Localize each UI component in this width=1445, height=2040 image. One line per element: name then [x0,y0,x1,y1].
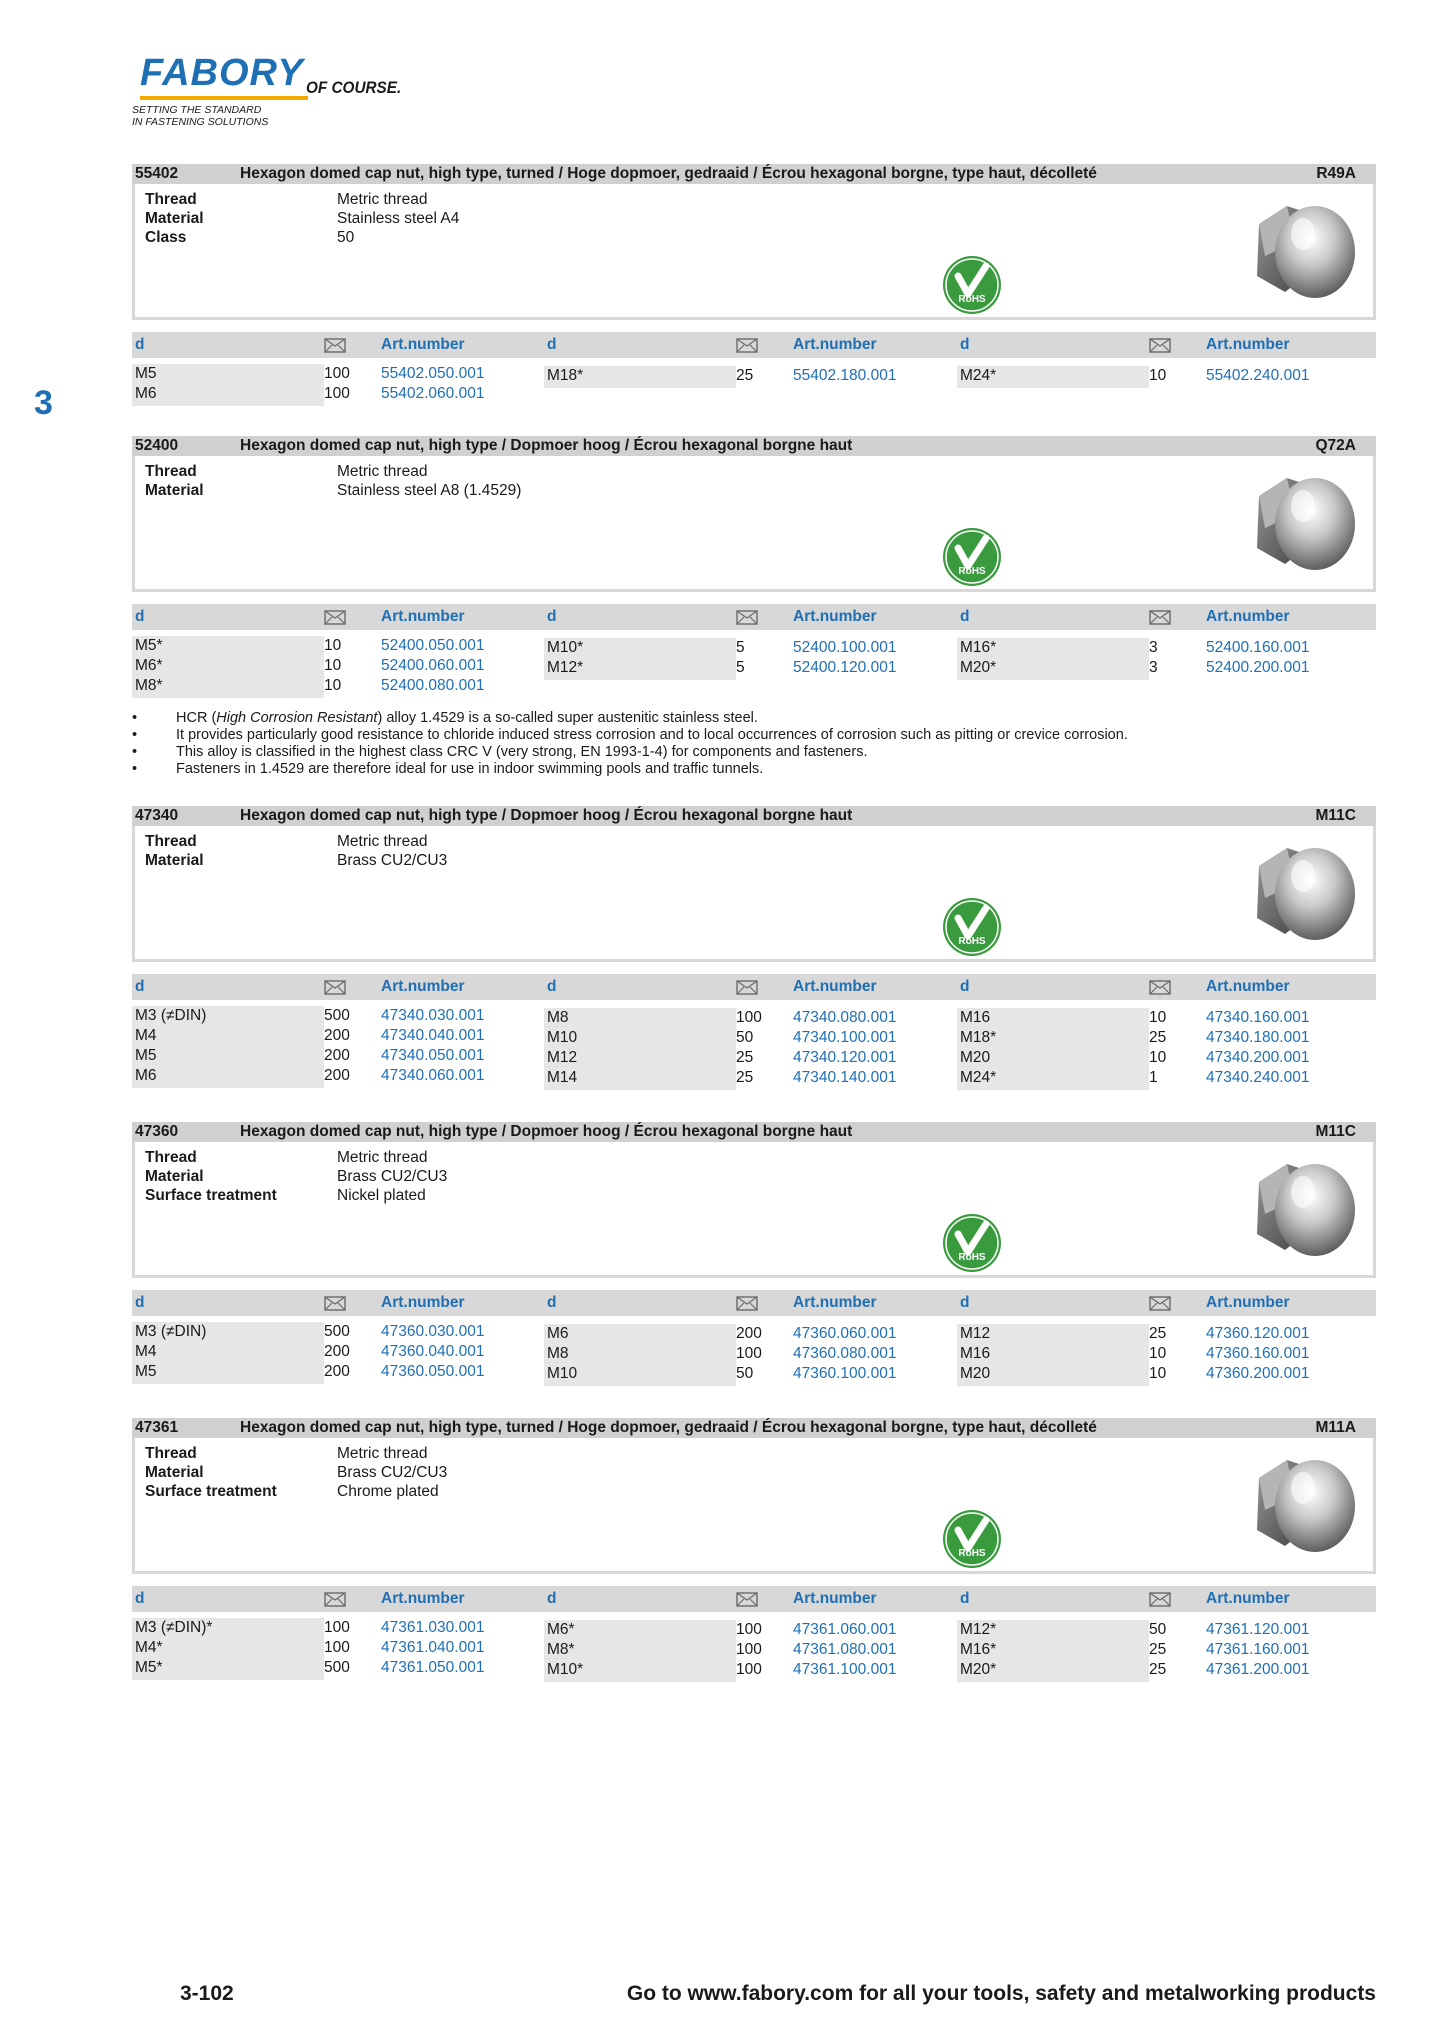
cap-nut-image [1245,1152,1365,1272]
table-cell-d: M20 [960,1049,991,1066]
table-cell-qty: 100 [736,1621,762,1638]
column-art-header: Art.number [381,978,465,995]
section-header [132,436,1376,456]
property-value: Brass CU2/CU3 [337,852,448,869]
column-d-header: d [135,1590,145,1607]
article-number-link[interactable]: 52400.120.001 [793,659,897,676]
section-header [132,164,1376,184]
table-cell-qty: 200 [324,1027,350,1044]
column-d-header: d [547,336,557,353]
product-code: 47360 [135,1123,179,1140]
article-number-link[interactable]: 52400.200.001 [1206,659,1310,676]
table-cell-d: M10* [547,1661,584,1678]
table-cell-d: M16* [960,639,997,656]
table-cell-qty: 3 [1149,659,1158,676]
table-cell-d: M8* [547,1641,575,1658]
note-item [132,744,1128,761]
logo-slogan: OF COURSE. [306,78,402,97]
column-d-header: d [547,608,557,625]
column-d-header: d [547,1294,557,1311]
article-number-link[interactable]: 55402.060.001 [381,385,485,402]
column-art-header: Art.number [381,336,465,353]
class-code: Q72A [1315,437,1356,454]
article-number-link[interactable]: 47361.160.001 [1206,1641,1310,1658]
note-text: HCR ( [176,710,217,726]
logo-wordmark: FABORY [140,52,304,94]
class-code: M11C [1315,1123,1356,1140]
table-cell-d: M12 [960,1325,991,1342]
table-cell-qty: 100 [324,1639,350,1656]
note-text-post: ) alloy 1.4529 is a so-called super austenitic stainless steel. [377,710,758,726]
article-number-link[interactable]: 52400.060.001 [381,657,485,674]
table-cell-d: M6* [135,657,163,674]
bullet: • [132,710,138,726]
table-header [132,974,1376,1000]
table-cell-d: M8* [135,677,163,694]
property-value: Metric thread [337,833,428,850]
table-cell-qty: 5 [736,659,745,676]
property-key: Thread [145,833,197,850]
table-cell-d: M3 (≠DIN)* [135,1619,213,1636]
column-d-header: d [960,1294,970,1311]
mail-icon [1149,1296,1171,1316]
table-cell-d: M20* [960,1661,997,1678]
class-code: M11C [1315,807,1356,824]
cap-nut-image [1245,466,1365,586]
article-number-link[interactable]: 47340.080.001 [793,1009,897,1026]
table-cell-d: M5* [135,637,163,654]
mail-icon [1149,980,1171,1000]
table-cell-d: M24* [960,1069,997,1086]
product-section [132,436,1376,694]
chapter-number: 3 [34,384,53,422]
bullet: • [132,761,138,777]
property-key: Material [145,1168,204,1185]
table-cell-d: M4 [135,1027,157,1044]
fabory-logo [132,52,432,132]
rohs-badge-icon [941,1508,1003,1575]
table-cell-d: M12* [960,1621,997,1638]
table-cell-qty: 25 [736,367,754,384]
article-number-link[interactable]: 47360.160.001 [1206,1345,1310,1362]
column-art-header: Art.number [1206,336,1290,353]
column-art-header: Art.number [381,1590,465,1607]
bullet: • [132,744,138,760]
class-code: M11A [1315,1419,1356,1436]
section-header [132,806,1376,826]
table-cell-qty: 25 [1149,1641,1167,1658]
table-cell-qty: 10 [1149,1009,1167,1026]
column-d-header: d [547,978,557,995]
mail-icon [736,1296,758,1316]
article-number-link[interactable]: 47361.050.001 [381,1659,485,1676]
article-number-link[interactable]: 47360.050.001 [381,1363,485,1380]
table-cell-d: M16 [960,1009,991,1026]
article-number-link[interactable]: 47361.100.001 [793,1661,897,1678]
table-cell-qty: 100 [736,1345,762,1362]
cap-nut-image [1245,1448,1365,1568]
table-cell-d: M5* [135,1659,163,1676]
rohs-badge-icon [941,526,1003,593]
table-header [132,1586,1376,1612]
rohs-badge-icon [941,1212,1003,1279]
article-number-link[interactable]: 47360.040.001 [381,1343,485,1360]
article-number-link[interactable]: 47340.200.001 [1206,1049,1310,1066]
article-number-link[interactable]: 47340.030.001 [381,1007,485,1024]
alloy-notes [132,710,1128,778]
column-d-header: d [547,1590,557,1607]
property-key: Material [145,210,204,227]
article-number-link[interactable]: 47340.140.001 [793,1069,897,1086]
properties-box [132,184,1376,320]
table-cell-d: M6 [547,1325,569,1342]
table-cell-qty: 100 [736,1641,762,1658]
mail-icon [324,338,346,358]
property-value: Metric thread [337,1149,428,1166]
table-cell-d: M18* [960,1029,997,1046]
article-number-link[interactable]: 47340.240.001 [1206,1069,1310,1086]
table-cell-qty: 3 [1149,639,1158,656]
column-art-header: Art.number [793,336,877,353]
note-italic: High Corrosion Resistant [216,710,378,726]
article-number-link[interactable]: 47340.060.001 [381,1067,485,1084]
property-value: Nickel plated [337,1187,426,1204]
product-code: 55402 [135,165,179,182]
column-art-header: Art.number [1206,978,1290,995]
table-cell-d: M3 (≠DIN) [135,1007,207,1024]
rohs-label: RoHS [958,1252,986,1263]
mail-icon [324,980,346,1000]
table-cell-qty: 10 [324,637,342,654]
mail-icon [324,610,346,630]
table-cell-qty: 10 [324,677,342,694]
product-code: 47340 [135,807,179,824]
table-cell-qty: 10 [1149,1365,1167,1382]
property-key: Material [145,852,204,869]
section-header [132,1418,1376,1438]
table-cell-qty: 500 [324,1659,350,1676]
table-cell-qty: 1 [1149,1069,1158,1086]
article-number-link[interactable]: 52400.050.001 [381,637,485,654]
table-cell-d: M20* [960,659,997,676]
table-cell-d: M4 [135,1343,157,1360]
column-art-header: Art.number [793,1294,877,1311]
table-cell-d: M6 [135,385,157,402]
article-number-link[interactable]: 47360.080.001 [793,1345,897,1362]
column-art-header: Art.number [1206,608,1290,625]
mail-icon [736,610,758,630]
table-cell-qty: 5 [736,639,745,656]
product-section [132,164,1376,402]
table-cell-qty: 10 [324,657,342,674]
column-d-header: d [960,978,970,995]
product-section [132,806,1376,1086]
logo-underline [140,96,308,100]
table-cell-d: M6* [547,1621,575,1638]
product-title: Hexagon domed cap nut, high type, turned / Hoge dopmoer, gedraaid / Écrou hexagonal borgne, type haut, décolleté [240,1419,1097,1436]
rohs-label: RoHS [958,1548,986,1559]
product-code: 52400 [135,437,179,454]
article-number-link[interactable]: 47360.200.001 [1206,1365,1310,1382]
table-cell-d: M20 [960,1365,991,1382]
note-item [132,727,1128,744]
article-number-link[interactable]: 47361.030.001 [381,1619,485,1636]
property-key: Class [145,229,187,246]
mail-icon [736,1592,758,1612]
note-text: Fasteners in 1.4529 are therefore ideal for use in indoor swimming pools and traffic tunnels. [176,761,764,777]
property-value: Metric thread [337,1445,428,1462]
article-number-link[interactable]: 55402.050.001 [381,365,485,382]
table-cell-qty: 25 [1149,1661,1167,1678]
table-cell-d: M5 [135,1363,157,1380]
rohs-badge-icon [941,254,1003,321]
column-art-header: Art.number [1206,1294,1290,1311]
property-value: Stainless steel A8 (1.4529) [337,482,522,499]
column-d-header: d [135,1294,145,1311]
mail-icon [324,1296,346,1316]
table-cell-d: M18* [547,367,584,384]
note-text: It provides particularly good resistance to chloride induced stress corrosion and to local occurrences of corrosion such as pitting or crevice corrosion. [176,727,1128,743]
table-cell-d: M10 [547,1365,578,1382]
table-cell-qty: 500 [324,1007,350,1024]
rohs-label: RoHS [958,936,986,947]
table-cell-qty: 200 [736,1325,762,1342]
article-number-link[interactable]: 47340.160.001 [1206,1009,1310,1026]
article-number-link[interactable]: 52400.100.001 [793,639,897,656]
table-cell-qty: 100 [736,1009,762,1026]
property-value: Brass CU2/CU3 [337,1464,448,1481]
article-number-link[interactable]: 47360.030.001 [381,1323,485,1340]
table-cell-d: M10 [547,1029,578,1046]
table-cell-d: M5 [135,1047,157,1064]
property-key: Thread [145,1149,197,1166]
column-d-header: d [135,978,145,995]
property-value: Metric thread [337,463,428,480]
mail-icon [736,980,758,1000]
column-art-header: Art.number [381,608,465,625]
article-number-link[interactable]: 47360.100.001 [793,1365,897,1382]
table-cell-qty: 10 [1149,367,1167,384]
note-item [132,710,1128,727]
table-cell-d: M24* [960,367,997,384]
note-item [132,761,1128,778]
table-cell-d: M8 [547,1345,569,1362]
mail-icon [1149,338,1171,358]
note-text: This alloy is classified in the highest class CRC V (very strong, EN 1993-1-4) for components and fasteners. [176,744,868,760]
table-cell-qty: 10 [1149,1049,1167,1066]
table-cell-qty: 50 [736,1365,754,1382]
article-number-link[interactable]: 47340.100.001 [793,1029,897,1046]
article-number-link[interactable]: 47340.040.001 [381,1027,485,1044]
section-header [132,1122,1376,1142]
properties-box [132,1142,1376,1278]
property-key: Material [145,482,204,499]
product-section [132,1418,1376,1678]
article-number-link[interactable]: 47361.080.001 [793,1641,897,1658]
mail-icon [1149,610,1171,630]
article-number-link[interactable]: 55402.240.001 [1206,367,1310,384]
product-title: Hexagon domed cap nut, high type, turned / Hoge dopmoer, gedraaid / Écrou hexagonal borgne, type haut, décolleté [240,165,1097,182]
property-value: 50 [337,229,355,246]
article-number-link[interactable]: 47360.120.001 [1206,1325,1310,1342]
table-cell-qty: 200 [324,1363,350,1380]
property-value: Metric thread [337,191,428,208]
article-number-link[interactable]: 47361.060.001 [793,1621,897,1638]
article-number-link[interactable]: 47361.200.001 [1206,1661,1310,1678]
property-value: Stainless steel A4 [337,210,460,227]
properties-box [132,456,1376,592]
property-key: Thread [145,463,197,480]
table-cell-qty: 100 [324,1619,350,1636]
property-key: Thread [145,1445,197,1462]
table-header [132,1290,1376,1316]
table-cell-d: M6 [135,1067,157,1084]
table-cell-qty: 100 [324,385,350,402]
table-cell-qty: 25 [736,1049,754,1066]
table-header [132,332,1376,358]
property-key: Surface treatment [145,1483,277,1500]
column-art-header: Art.number [793,608,877,625]
table-cell-d: M3 (≠DIN) [135,1323,207,1340]
article-number-link[interactable]: 52400.160.001 [1206,639,1310,656]
property-key: Surface treatment [145,1187,277,1204]
rohs-badge-icon [941,896,1003,963]
table-header [132,604,1376,630]
table-cell-d: M12 [547,1049,578,1066]
property-key: Material [145,1464,204,1481]
property-value: Brass CU2/CU3 [337,1168,448,1185]
column-d-header: d [960,1590,970,1607]
mail-icon [1149,1592,1171,1612]
table-cell-qty: 50 [736,1029,754,1046]
product-code: 47361 [135,1419,179,1436]
product-title: Hexagon domed cap nut, high type / Dopmoer hoog / Écrou hexagonal borgne haut [240,437,853,454]
logo-tagline: SETTING THE STANDARD IN FASTENING SOLUTIONS [132,104,269,128]
article-number-link[interactable]: 47361.120.001 [1206,1621,1310,1638]
article-number-link[interactable]: 47360.060.001 [793,1325,897,1342]
properties-box [132,1438,1376,1574]
table-cell-d: M16 [960,1345,991,1362]
column-art-header: Art.number [381,1294,465,1311]
property-key: Thread [145,191,197,208]
table-cell-d: M14 [547,1069,578,1086]
property-value: Chrome plated [337,1483,439,1500]
bullet: • [132,727,138,743]
column-art-header: Art.number [793,1590,877,1607]
table-cell-qty: 25 [1149,1325,1167,1342]
cap-nut-image [1245,194,1365,314]
article-number-link[interactable]: 52400.080.001 [381,677,485,694]
table-cell-qty: 500 [324,1323,350,1340]
article-number-link[interactable]: 47340.180.001 [1206,1029,1310,1046]
table-cell-qty: 200 [324,1067,350,1084]
table-cell-qty: 100 [736,1661,762,1678]
class-code: R49A [1316,165,1356,182]
column-d-background [132,364,324,406]
column-d-header: d [135,336,145,353]
rohs-label: RoHS [958,294,986,305]
table-cell-d: M4* [135,1639,163,1656]
table-cell-qty: 25 [736,1069,754,1086]
product-title: Hexagon domed cap nut, high type / Dopmoer hoog / Écrou hexagonal borgne haut [240,807,853,824]
table-cell-qty: 50 [1149,1621,1167,1638]
article-number-link[interactable]: 47340.120.001 [793,1049,897,1066]
table-cell-qty: 10 [1149,1345,1167,1362]
table-cell-qty: 100 [324,365,350,382]
column-art-header: Art.number [793,978,877,995]
rohs-label: RoHS [958,566,986,577]
table-cell-d: M16* [960,1641,997,1658]
table-cell-qty: 200 [324,1047,350,1064]
table-cell-d: M10* [547,639,584,656]
table-cell-d: M12* [547,659,584,676]
properties-box [132,826,1376,962]
cap-nut-image [1245,836,1365,956]
product-title: Hexagon domed cap nut, high type / Dopmoer hoog / Écrou hexagonal borgne haut [240,1123,853,1140]
column-d-header: d [960,608,970,625]
mail-icon [736,338,758,358]
column-d-header: d [960,336,970,353]
table-cell-qty: 200 [324,1343,350,1360]
table-cell-qty: 25 [1149,1029,1167,1046]
mail-icon [324,1592,346,1612]
article-number-link[interactable]: 47361.040.001 [381,1639,485,1656]
column-d-header: d [135,608,145,625]
product-section [132,1122,1376,1382]
table-cell-d: M5 [135,365,157,382]
column-art-header: Art.number [1206,1590,1290,1607]
article-number-link[interactable]: 55402.180.001 [793,367,897,384]
footer-text: Go to www.fabory.com for all your tools, safety and metalworking products [626,1982,1376,2005]
table-cell-d: M8 [547,1009,569,1026]
page-number: 3-102 [180,1982,234,2005]
article-number-link[interactable]: 47340.050.001 [381,1047,485,1064]
